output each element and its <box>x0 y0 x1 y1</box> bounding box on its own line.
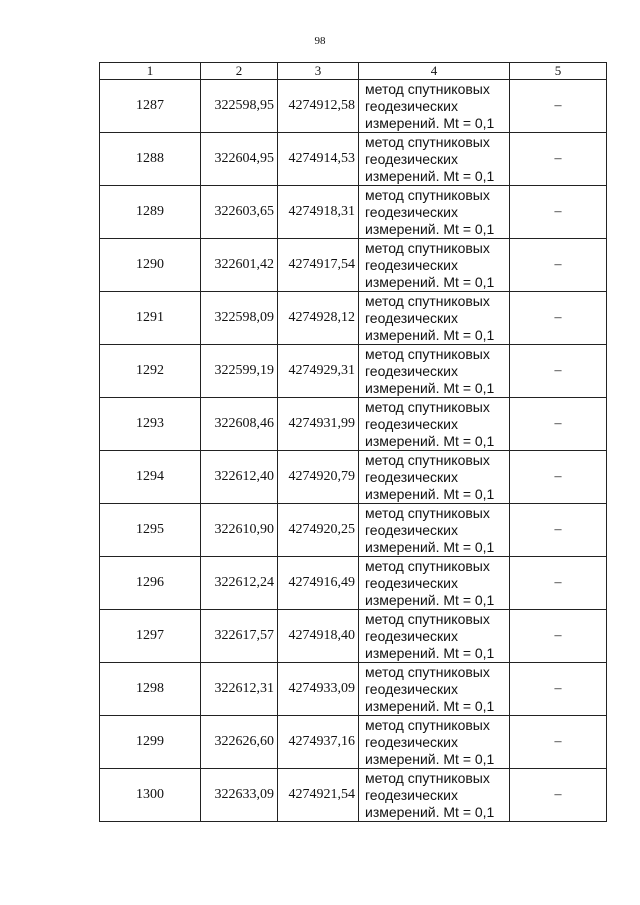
method-line: измерений. Mt = 0,1 <box>365 803 495 820</box>
x-coordinate-cell: 322612,40 <box>201 451 278 504</box>
method-line: метод спутниковых <box>365 80 490 97</box>
method-line: измерений. Mt = 0,1 <box>365 750 495 767</box>
header-row <box>100 63 607 80</box>
method-cell <box>359 716 510 769</box>
y-coordinate-cell: 4274937,16 <box>278 716 359 769</box>
method-line: метод спутниковых <box>365 186 490 203</box>
method-line: геодезических <box>365 680 458 697</box>
method-cell <box>359 292 510 345</box>
table-row <box>100 769 607 822</box>
method-cell <box>359 239 510 292</box>
table-row <box>100 345 607 398</box>
point-number-cell: 1297 <box>100 610 201 663</box>
column-5-cell: – <box>510 769 607 822</box>
method-line: геодезических <box>365 786 458 803</box>
point-number-cell: 1295 <box>100 504 201 557</box>
table-body <box>100 80 607 822</box>
method-line: измерений. Mt = 0,1 <box>365 326 495 343</box>
y-coordinate-cell: 4274929,31 <box>278 345 359 398</box>
point-number-cell: 1292 <box>100 345 201 398</box>
method-line: измерений. Mt = 0,1 <box>365 591 495 608</box>
method-line: метод спутниковых <box>365 451 490 468</box>
table-row <box>100 504 607 557</box>
method-line: геодезических <box>365 97 458 114</box>
header-col-1: 1 <box>100 63 201 80</box>
x-coordinate-cell: 322601,42 <box>201 239 278 292</box>
method-line: геодезических <box>365 574 458 591</box>
method-line: измерений. Mt = 0,1 <box>365 220 495 237</box>
method-cell <box>359 186 510 239</box>
column-5-cell: – <box>510 239 607 292</box>
method-line: измерений. Mt = 0,1 <box>365 273 495 290</box>
column-5-cell: – <box>510 345 607 398</box>
y-coordinate-cell: 4274933,09 <box>278 663 359 716</box>
point-number-cell: 1294 <box>100 451 201 504</box>
method-line: метод спутниковых <box>365 769 490 786</box>
point-number-cell: 1288 <box>100 133 201 186</box>
x-coordinate-cell: 322612,24 <box>201 557 278 610</box>
method-line: геодезических <box>365 468 458 485</box>
method-line: метод спутниковых <box>365 239 490 256</box>
method-line: метод спутниковых <box>365 292 490 309</box>
point-number-cell: 1296 <box>100 557 201 610</box>
column-5-cell: – <box>510 398 607 451</box>
column-5-cell: – <box>510 133 607 186</box>
method-cell <box>359 80 510 133</box>
column-5-cell: – <box>510 663 607 716</box>
method-line: геодезических <box>365 309 458 326</box>
point-number-cell: 1298 <box>100 663 201 716</box>
y-coordinate-cell: 4274920,25 <box>278 504 359 557</box>
x-coordinate-cell: 322610,90 <box>201 504 278 557</box>
page-number: 98 <box>314 35 326 47</box>
method-cell <box>359 345 510 398</box>
x-coordinate-cell: 322604,95 <box>201 133 278 186</box>
point-number-cell: 1293 <box>100 398 201 451</box>
column-5-cell: – <box>510 610 607 663</box>
y-coordinate-cell: 4274916,49 <box>278 557 359 610</box>
x-coordinate-cell: 322617,57 <box>201 610 278 663</box>
x-coordinate-cell: 322598,09 <box>201 292 278 345</box>
x-coordinate-cell: 322598,95 <box>201 80 278 133</box>
table-row <box>100 610 607 663</box>
method-line: геодезических <box>365 150 458 167</box>
method-line: геодезических <box>365 415 458 432</box>
column-5-cell: – <box>510 557 607 610</box>
method-line: метод спутниковых <box>365 610 490 627</box>
column-5-cell: – <box>510 80 607 133</box>
table-row <box>100 557 607 610</box>
header-col-5: 5 <box>510 63 607 80</box>
y-coordinate-cell: 4274912,58 <box>278 80 359 133</box>
method-line: метод спутниковых <box>365 345 490 362</box>
coordinates-table <box>99 62 607 822</box>
y-coordinate-cell: 4274920,79 <box>278 451 359 504</box>
method-cell <box>359 557 510 610</box>
table-row <box>100 186 607 239</box>
method-line: геодезических <box>365 521 458 538</box>
x-coordinate-cell: 322603,65 <box>201 186 278 239</box>
method-line: метод спутниковых <box>365 716 490 733</box>
method-line: измерений. Mt = 0,1 <box>365 167 495 184</box>
column-5-cell: – <box>510 716 607 769</box>
method-line: геодезических <box>365 627 458 644</box>
method-cell <box>359 398 510 451</box>
table-row <box>100 239 607 292</box>
method-line: метод спутниковых <box>365 398 490 415</box>
method-line: геодезических <box>365 362 458 379</box>
x-coordinate-cell: 322608,46 <box>201 398 278 451</box>
point-number-cell: 1300 <box>100 769 201 822</box>
y-coordinate-cell: 4274918,40 <box>278 610 359 663</box>
method-line: измерений. Mt = 0,1 <box>365 114 495 131</box>
y-coordinate-cell: 4274928,12 <box>278 292 359 345</box>
y-coordinate-cell: 4274931,99 <box>278 398 359 451</box>
method-cell <box>359 663 510 716</box>
y-coordinate-cell: 4274921,54 <box>278 769 359 822</box>
x-coordinate-cell: 322633,09 <box>201 769 278 822</box>
method-cell <box>359 133 510 186</box>
column-5-cell: – <box>510 186 607 239</box>
table-row <box>100 398 607 451</box>
method-cell <box>359 769 510 822</box>
point-number-cell: 1287 <box>100 80 201 133</box>
method-line: измерений. Mt = 0,1 <box>365 485 495 502</box>
header-col-3: 3 <box>278 63 359 80</box>
method-line: измерений. Mt = 0,1 <box>365 644 495 661</box>
method-cell <box>359 610 510 663</box>
method-line: измерений. Mt = 0,1 <box>365 697 495 714</box>
column-5-cell: – <box>510 504 607 557</box>
point-number-cell: 1291 <box>100 292 201 345</box>
table-row <box>100 292 607 345</box>
point-number-cell: 1299 <box>100 716 201 769</box>
x-coordinate-cell: 322612,31 <box>201 663 278 716</box>
y-coordinate-cell: 4274918,31 <box>278 186 359 239</box>
method-cell <box>359 504 510 557</box>
table-row <box>100 80 607 133</box>
table-row <box>100 663 607 716</box>
method-cell <box>359 451 510 504</box>
table-row <box>100 716 607 769</box>
method-line: метод спутниковых <box>365 557 490 574</box>
column-5-cell: – <box>510 451 607 504</box>
method-line: метод спутниковых <box>365 663 490 680</box>
method-line: измерений. Mt = 0,1 <box>365 538 495 555</box>
x-coordinate-cell: 322599,19 <box>201 345 278 398</box>
column-5-cell: – <box>510 292 607 345</box>
method-line: измерений. Mt = 0,1 <box>365 379 495 396</box>
method-line: измерений. Mt = 0,1 <box>365 432 495 449</box>
header-col-2: 2 <box>201 63 278 80</box>
y-coordinate-cell: 4274914,53 <box>278 133 359 186</box>
method-line: геодезических <box>365 203 458 220</box>
method-line: геодезических <box>365 256 458 273</box>
method-line: метод спутниковых <box>365 133 490 150</box>
header-col-4: 4 <box>359 63 510 80</box>
y-coordinate-cell: 4274917,54 <box>278 239 359 292</box>
point-number-cell: 1290 <box>100 239 201 292</box>
method-line: геодезических <box>365 733 458 750</box>
point-number-cell: 1289 <box>100 186 201 239</box>
method-line: метод спутниковых <box>365 504 490 521</box>
x-coordinate-cell: 322626,60 <box>201 716 278 769</box>
table-row <box>100 451 607 504</box>
table-row <box>100 133 607 186</box>
